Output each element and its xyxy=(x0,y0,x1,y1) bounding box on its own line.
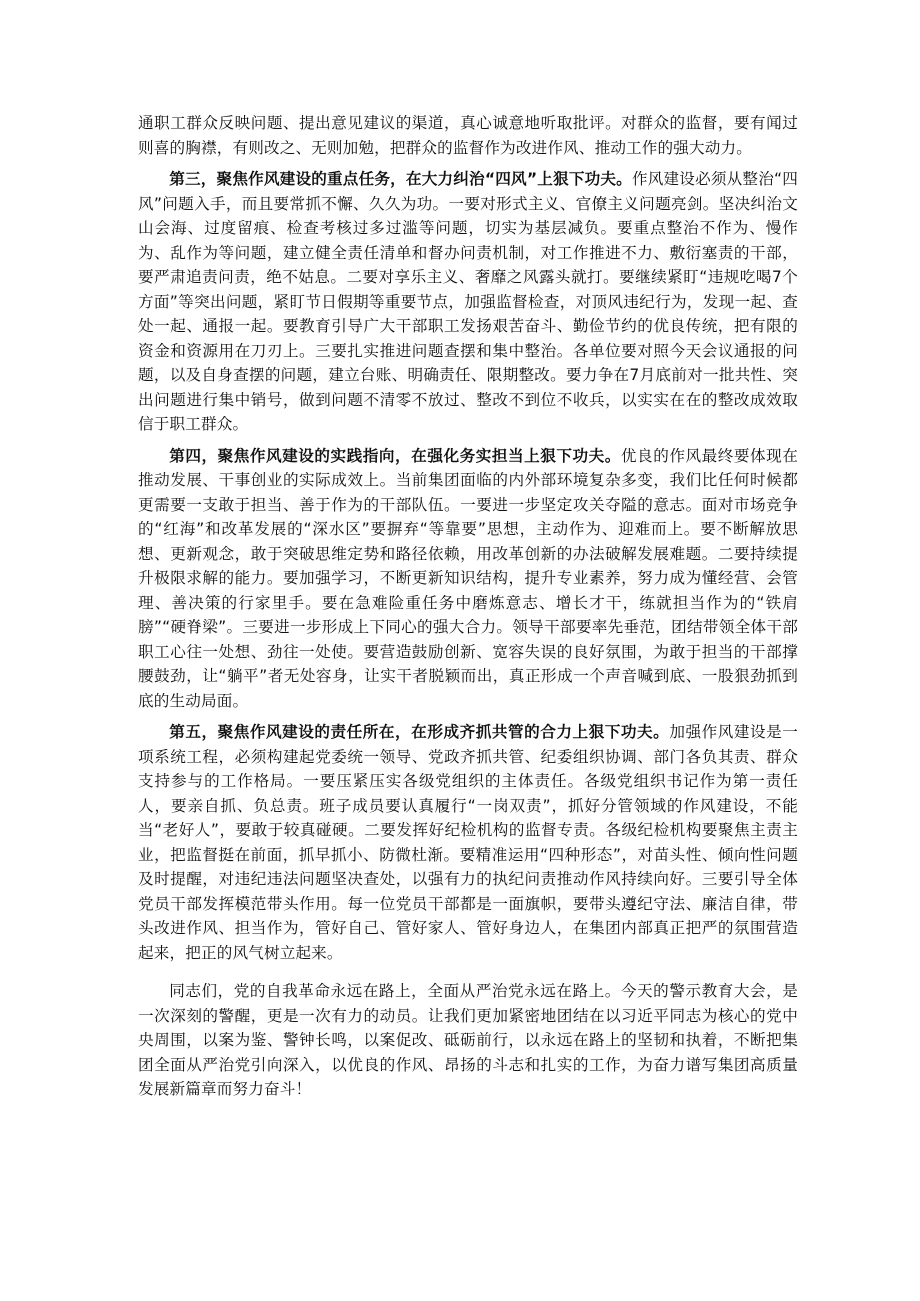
document-body xyxy=(138,111,798,1109)
paragraph-fifth-point xyxy=(138,720,798,965)
paragraph-text: 优良的作风最终要体现在推动发展、干事创业的实际成效上。当前集团面临的内外部环境复杂多变，我们比任何时候都更需要一支敢于担当、善于作为的干部队伍。一要进一步坚定攻关夺隘的意志。面对市场竞争的“红海”和改革发展的“深水区”要摒弃“等靠要”思想，主动作为、迎难而上。要不断解放思想、更新观念，敢于突破思维定势和路径依赖，用改革创新的办法破解发展难题。二要持续提升极限求解的能力。要加强学习，不断更新知识结构，提升专业素养，努力成为懂经营、会管理、善决策的行家里手。要在急难险重任务中磨炼意志、增长才干，练就担当作为的“铁肩膀”“硬脊梁”。三要进一步形成上下同心的强大合力。领导干部要率先垂范，团结带领全体干部职工心往一处想、劲往一处使。要营造鼓励创新、宽容失误的良好氛围，为敢于担当的干部撑腰鼓劲，让“躺平”者无处容身，让实干者脱颖而出，真正形成一个声音喊到底、一股狠劲抓到底的生动局面。 xyxy=(138,446,798,710)
paragraph-lead: 第五，聚焦作风建设的责任所在，在形成齐抓共管的合力上狠下功夫。 xyxy=(169,723,670,741)
paragraph-text: 加强作风建设是一项系统工程，必须构建起党委统一领导、党政齐抓共管、纪委组织协调、部门各负其责、群众支持参与的工作格局。一要压紧压实各级党组织的主体责任。各级党组织书记作为第一责任人，要亲自抓、负总责。班子成员要认真履行“一岗双责”，抓好分管领域的作风建设，不能当“老好人”，要敢于较真碰硬。二要发挥好纪检机构的监督专责。各级纪检机构要聚焦主责主业，把监督挺在前面，抓早抓小、防微杜渐。要精准运用“四种形态”，对苗头性、倾向性问题及时提醒，对违纪违法问题坚决查处，以强有力的执纪问责推动作风持续向好。三要引导全体党员干部发挥模范带头作用。每一位党员干部都是一面旗帜，要带头遵纪守法、廉洁自律，带头改进作风、担当作为，管好自己、管好家人、管好身边人，在集团内部真正把严的氛围营造起来，把正的风气树立起来。 xyxy=(138,723,799,962)
paragraph-fourth-point xyxy=(138,444,798,714)
paragraph-continuation xyxy=(138,111,798,160)
paragraph-lead: 第三，聚焦作风建设的重点任务，在大力纠治“四风”上狠下功夫。 xyxy=(169,170,632,188)
paragraph-text: 通职工群众反映问题、提出意见建议的渠道，真心诚意地听取批评。对群众的监督，要有闻过则喜的胸襟，有则改之、无则加勉，把群众的监督作为改进作风、推动工作的强大动力。 xyxy=(138,114,798,157)
paragraph-text: 同志们，党的自我革命永远在路上，全面从严治党永远在路上。今天的警示教育大会，是一次深刻的警醒，更是一次有力的动员。让我们更加紧密地团结在以习近平同志为核心的党中央周围，以案为鉴、警钟长鸣，以案促改、砥砺前行，以永远在路上的坚韧和执着，不断把集团全面从严治党引向深入，以优良的作风、昂扬的斗志和扎实的工作，为奋力谱写集团高质量发展新篇章而努力奋斗！ xyxy=(138,982,798,1098)
paragraph-lead: 第四，聚焦作风建设的实践指向，在强化务实担当上狠下功夫。 xyxy=(169,446,621,465)
paragraph-third-point xyxy=(138,167,798,437)
paragraph-text: 作风建设必须从整治“四风”问题入手，而且要常抓不懈、久久为功。一要对形式主义、官僚主义问题亮剑。坚决纠治文山会海、过度留痕、检查考核过多过滥等问题，切实为基层减负。要重点整治不作为、慢作为、乱作为等问题，建立健全责任清单和督办问责机制，对工作推进不力、敷衍塞责的干部，要严肃追责问责，绝不姑息。二要对享乐主义、奢靡之风露头就打。要继续紧盯“违规吃喝7个方面”等突出问题，紧盯节日假期等重要节点，加强监督检查，对顶风违纪行为，发现一起、查处一起、通报一起。要教育引导广大干部职工发扬艰苦奋斗、勤俭节约的优良传统，把有限的资金和资源用在刀刃上。三要扎实推进问题查摆和集中整治。各单位要对照今天会议通报的问题，以及自身查摆的问题，建立台账、明确责任、限期整改。要力争在7月底前对一批共性、突出问题进行集中销号，做到问题不清零不放过、整改不到位不收兵，以实实在在的整改成效取信于职工群众。 xyxy=(138,170,798,433)
paragraph-closing xyxy=(138,979,798,1102)
